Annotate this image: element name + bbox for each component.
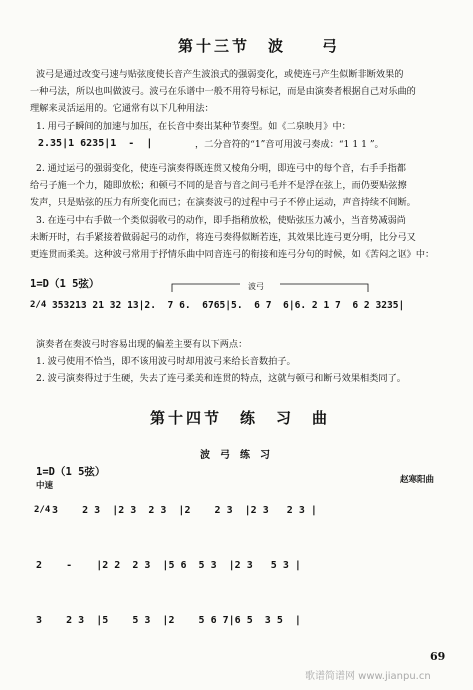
- paragraph-line: 更连贯而柔美。这种波弓常用于抒情乐曲中同音连弓的衔接和连弓分句的时候，如《苦闷之讴》中：: [30, 249, 435, 260]
- score1-notation: 353213 21 32 13|2. 7 6. 6765|5. 6 7 6|6. 2 1 7 6 2 3235|: [52, 300, 405, 311]
- paragraph-line: 给弓子施一个力，随即放松；和顿弓不同的是音与音之间弓毛并不是浮在弦上，而仍要贴弦擦: [30, 180, 407, 191]
- watermark: 歌谱简谱网 www.jianpu.cn: [305, 671, 431, 682]
- bracket-label: 波弓: [248, 282, 264, 291]
- paragraph-line: 2. 通过运弓的强弱变化，使连弓演奏得既连贯又棱角分明，即连弓中的每个音，右手手指都: [36, 163, 406, 174]
- exercise-row-1: 3 2 3 |2 3 2 3 |2 2 3 |2 3 2 3 |: [52, 505, 317, 516]
- score1-key: 1=D（1 5弦）: [30, 278, 100, 290]
- section13-title: 第十三节 波 弓: [178, 37, 341, 55]
- paragraph-line: 未断开时，右手紧接着做弱起弓的动作，将连弓奏得似断若连，其效果比连弓更分明，比分弓又: [30, 232, 416, 243]
- paragraph-line: 2. 波弓演奏得过于生硬，失去了连弓柔美和连贯的特点，这就与顿弓和断弓效果相类同了。: [36, 373, 406, 384]
- section14-title: 第十四节 练 习 曲: [150, 409, 331, 427]
- paragraph-line: 3. 在连弓中右手做一个类似弱收弓的动作，即手指稍放松，使贴弦压力减小，当音势减弱尚: [36, 215, 406, 226]
- bowing-bracket: [170, 280, 370, 294]
- paragraph-line: 1. 用弓子瞬间的加速与加压，在长音中奏出某种节奏型。如《二泉映月》中：: [36, 121, 351, 132]
- composer: 赵寒阳曲: [400, 475, 435, 485]
- paragraph-line: 波弓是通过改变弓速与贴弦度使长音产生波浪式的强弱变化，或使连弓产生似断非断效果的: [36, 69, 404, 80]
- example1-text: ，二分音符的“1”音可用波弓奏成：“1 1 1 ”。: [195, 139, 384, 150]
- piece-time-signature: 2/4: [34, 505, 51, 515]
- tempo-marking: 中速: [36, 481, 54, 491]
- piece-key: 1=D（1 5弦）: [36, 466, 106, 478]
- exercise-row-2: 2 - |2 2 2 3 |5 6 5 3 |2 3 5 3 |: [36, 560, 301, 571]
- piece-title: 波 弓 练 习: [200, 450, 270, 461]
- score1-time-signature: 2/4: [30, 300, 47, 310]
- example1-notation: 2.35|1 6235|1 - |: [38, 138, 153, 149]
- paragraph-line: 发声，只是贴弦的压力有所变化而已；在演奏波弓的过程中弓子不停止运动，声音持续不间断。: [30, 197, 416, 208]
- paragraph-line: 1. 波弓使用不恰当，即不该用波弓时却用波弓来给长音数拍子。: [36, 356, 296, 367]
- exercise-row-3: 3 2 3 |5 5 3 |2 5 6 7|6 5 3 5 |: [36, 615, 301, 626]
- paragraph-line: 演奏者在奏波弓时容易出现的偏差主要有以下两点：: [36, 339, 248, 350]
- paragraph-line: 一种弓法，所以也叫做波弓。波弓在乐谱中一般不用符号标记，而是由演奏者根据自己对乐曲的: [30, 86, 416, 97]
- paragraph-line: 理解来灵活运用的。它通常有以下几种用法：: [30, 103, 214, 114]
- page-number: 69: [430, 650, 446, 663]
